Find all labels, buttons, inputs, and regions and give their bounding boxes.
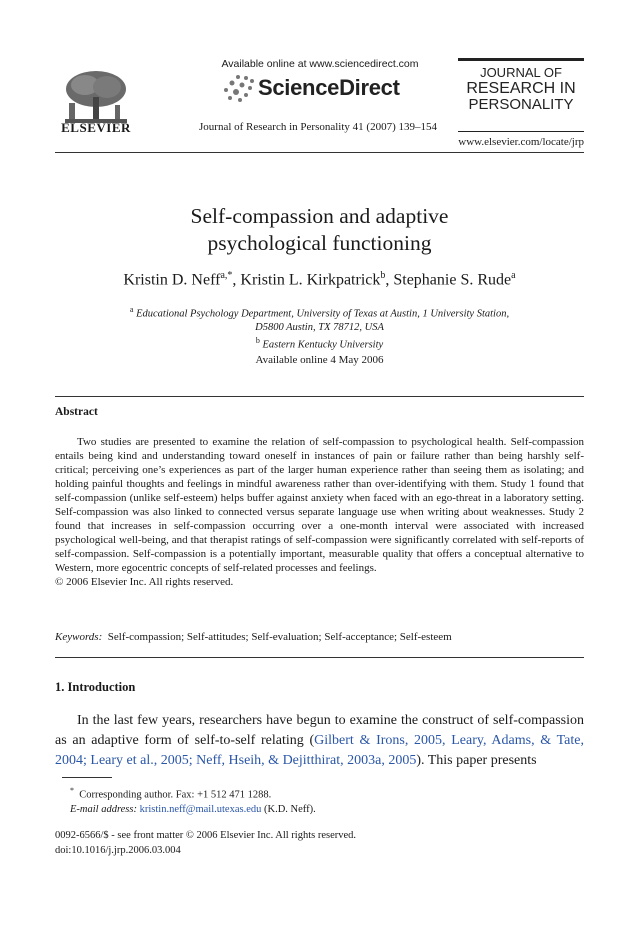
title-line: psychological functioning: [207, 231, 432, 255]
section-heading: 1. Introduction: [55, 680, 136, 694]
article-title: [55, 203, 584, 257]
email-link[interactable]: kristin.neff@mail.utexas.edu: [139, 803, 262, 815]
sciencedirect-logo-text[interactable]: ScienceDirect: [258, 75, 400, 100]
journal-logo-line: PERSONALITY: [468, 96, 574, 113]
abstract-heading: Abstract: [55, 406, 98, 418]
author-name: Kristin L. Kirkpatrick: [240, 271, 381, 289]
journal-citation: Journal of Research in Personality 41 (2007) 139–154: [199, 121, 437, 133]
abstract-text: Two studies are presented to examine the relation of self-compassion to psychological health. Self-compassion entails being kind and understanding toward oneself in instances of pain or failure rather than being harshly self-critical; perceiving one’s experiences as part of the larger human experience rather than seeing them as isolating; and holding painful thoughts and feelings in mindful awareness rather than over-identifying with them. Study 1 found that self-compassion (unlike self-esteem) helps buffer against anxiety when faced with an ego-threat in a laboratory setting. Self-compassion was also linked to connected versus separate language use when writing about weaknesses. Study 2 found that increases in self-compassion occurring over a one-month interval were associated with increased psychological well-being, and that therapist ratings of self-compassion were significantly correlated with self-reports of self-compassion. Self-compassion is a potentially important, measurable quality that offers a conceptual alternative to Western, more egocentric concepts of self-related processes and feelings.: [55, 436, 584, 574]
title-line: Self-compassion and adaptive: [190, 204, 449, 228]
issn-line: 0092-6566/$ - see front matter © 2006 Elsevier Inc. All rights reserved.: [55, 830, 357, 841]
email-label: E-mail address:: [70, 803, 137, 815]
introduction-paragraph: [55, 711, 584, 771]
doi[interactable]: doi:10.1016/j.jrp.2006.03.004: [55, 845, 181, 856]
affiliation-a-line2: D5800 Austin, TX 78712, USA: [255, 321, 384, 333]
intro-text: ). This paper presents: [416, 753, 537, 768]
affiliation-marker: b: [255, 335, 260, 345]
journal-url-link[interactable]: www.elsevier.com/locate/jrp: [458, 136, 584, 148]
abstract-body: [55, 435, 584, 589]
affiliation-b: Eastern Kentucky University: [262, 339, 384, 350]
front-matter: [55, 828, 584, 858]
author-affiliation-marker[interactable]: a: [511, 270, 516, 281]
keywords-label: Keywords:: [55, 631, 103, 643]
author-affiliation-marker[interactable]: b: [380, 270, 386, 281]
abstract-top-divider: [55, 396, 584, 397]
intro-text: In the last few years, researchers have begun to examine the construct of self-compassion as an adaptive form of self-to-self relating (: [55, 713, 584, 748]
abstract-bottom-divider: [55, 657, 584, 658]
author-name: Kristin D. Neff: [123, 271, 221, 289]
header-divider: [55, 152, 584, 153]
affiliation-marker: a: [129, 305, 134, 314]
journal-logo-line: RESEARCH IN: [466, 80, 576, 97]
available-online-date: Available online 4 May 2006: [255, 354, 384, 366]
footnote-divider: [62, 777, 112, 778]
journal-logo: [458, 58, 584, 132]
keywords: [55, 631, 584, 643]
email-suffix: (K.D. Neff).: [263, 803, 316, 815]
publisher-name: ELSEVIER: [61, 120, 131, 135]
sciencedirect-dots-icon: [218, 73, 258, 103]
journal-logo-line: JOURNAL OF: [480, 65, 562, 80]
author-affiliation-marker[interactable]: a,*: [220, 270, 233, 281]
author-name: Stephanie S. Rude: [393, 271, 512, 289]
keywords-list: Self-compassion; Self-attitudes; Self-evaluation; Self-acceptance; Self-esteem: [107, 631, 452, 643]
corresponding-author: Corresponding author. Fax: +1 512 471 1288.: [79, 789, 272, 801]
available-online-link[interactable]: Available online at www.sciencedirect.com: [221, 58, 419, 70]
citation-links[interactable]: Gilbert & Irons, 2005, Leary, Adams, & Tate, 2004; Leary et al., 2005; Neff, Hseih, & Dejitthirat, 2003a, 2005: [55, 733, 584, 768]
affiliations: [55, 303, 584, 351]
footnote-marker: *: [70, 786, 74, 795]
affiliation-a: Educational Psychology Department, University of Texas at Austin, 1 University Station,: [136, 308, 510, 320]
abstract-copyright: © 2006 Elsevier Inc. All rights reserved.: [55, 576, 234, 588]
author-list: Kristin D. Neff$^{a,*}$, Kristin L. Kirkpatrick$^b$, Stephanie S. Rude$^a$: [123, 270, 516, 289]
footnote: [70, 784, 570, 817]
